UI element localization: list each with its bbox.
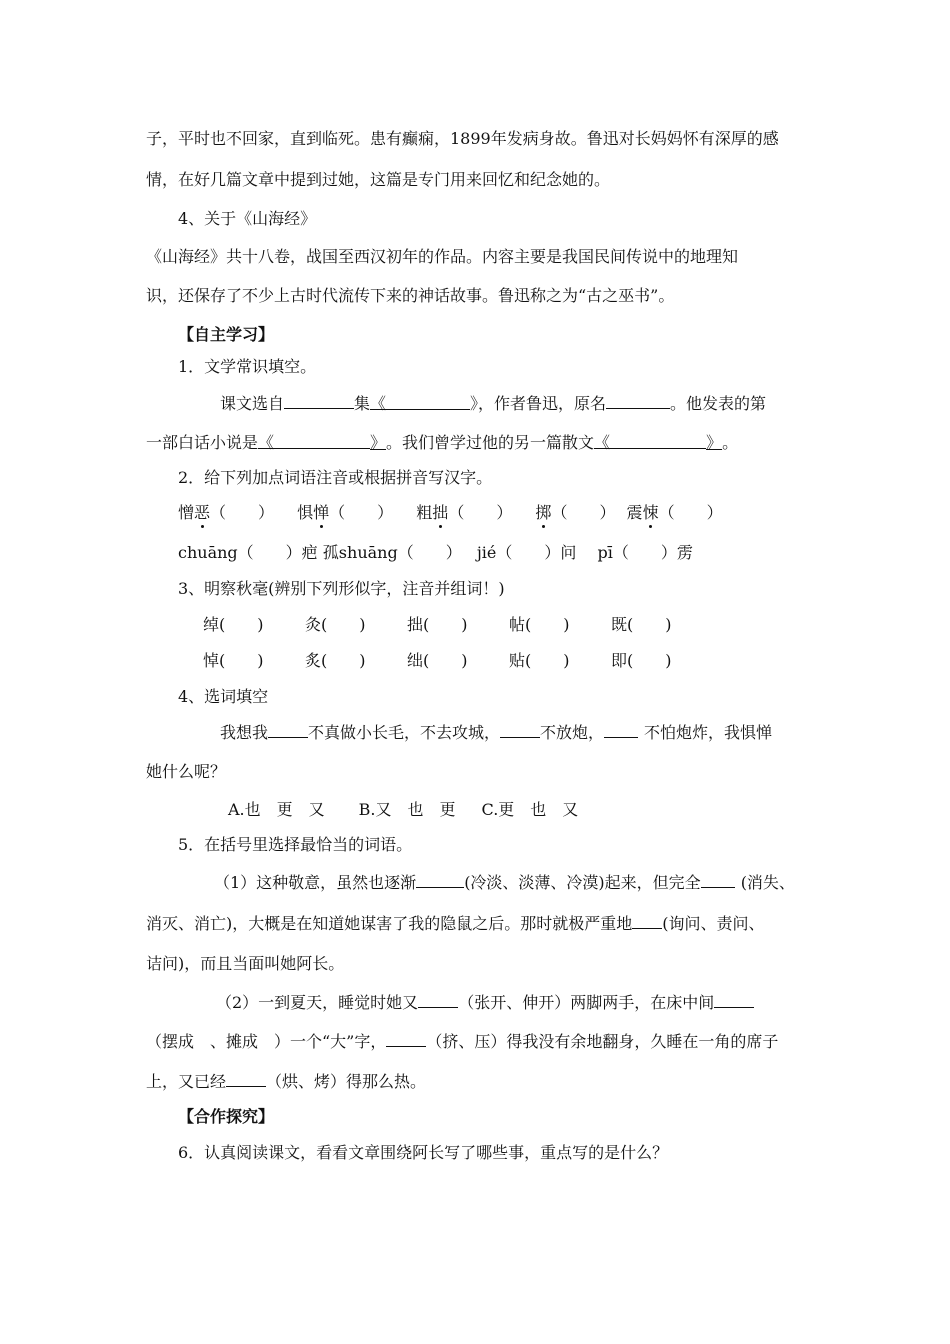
blank[interactable] xyxy=(226,1070,266,1087)
blank-book-title[interactable]: 《 xyxy=(370,393,470,410)
blank[interactable] xyxy=(714,991,754,1008)
question-4-line-1: 我想我 不真做小长毛，不去攻城， 不放炮， 不怕炮炸，我惧惮 xyxy=(220,723,773,742)
paragraph-line: 识，还保存了不少上古时代流传下来的神话故事。鲁迅称之为“古之巫书”。 xyxy=(146,286,675,305)
question-4-line-2: 她什么呢？ xyxy=(146,762,227,781)
blank[interactable] xyxy=(386,1030,426,1047)
question-5-title: 5．在括号里选择最恰当的词语。 xyxy=(178,835,413,854)
coop-heading: 【合作探究】 xyxy=(178,1107,275,1126)
blank-essay[interactable]: 《 xyxy=(594,432,706,449)
paragraph-line: 子，平时也不回家，直到临死。患有癫痫，1899年发病身故。鲁迅对长妈妈怀有深厚的感 xyxy=(146,129,779,148)
question-4-title: 4、选词填空 xyxy=(178,687,269,706)
paragraph-line: 《山海经》共十八卷，战国至西汉初年的作品。内容主要是我国民间传说中的地理知 xyxy=(146,247,739,266)
question-2-row-2: chuāng（ ）疤 孤shuāng（ ） jié（ ）问 pī（ ）雳 xyxy=(178,543,693,562)
blank[interactable] xyxy=(416,871,464,888)
question-4-options xyxy=(228,799,578,821)
option-b[interactable]: B.又 也 更 xyxy=(358,800,456,819)
option-a[interactable]: A.也 更 又 xyxy=(228,800,325,819)
question-2-title: 2．给下列加点词语注音或根据拼音写汉字。 xyxy=(178,468,493,487)
question-5-line-1: （1）这种敬意，虽然也逐渐 (冷淡、淡薄、冷漠)起来，但完全 (消失、 xyxy=(214,873,795,892)
question-5-line-2: 消灭、消亡)，大概是在知道她谋害了我的隐鼠之后。那时就极严重地 (询问、责问、 xyxy=(146,914,765,933)
question-3-row-2: 悼( ) 炙( ) 绌( ) 贴( ) 即( ) xyxy=(203,651,672,670)
blank[interactable] xyxy=(268,721,308,738)
question-3-title: 3、明察秋毫(辨别下列形似字，注音并组词！) xyxy=(178,579,505,598)
question-1-line-2: 一部白话小说是《 》。我们曾学过他的另一篇散文《 》。 xyxy=(146,433,739,452)
blank[interactable] xyxy=(632,912,662,929)
blank[interactable] xyxy=(500,721,540,738)
question-2-row-1: 憎恶（ ） 惧惮（ ） 粗拙（ ） 掷（ ） 震悚（ ） xyxy=(178,503,723,522)
self-study-heading: 【自主学习】 xyxy=(178,325,275,344)
question-1-title: 1．文学常识填空。 xyxy=(178,357,317,376)
question-5-line-3: 诘问)，而且当面叫她阿长。 xyxy=(146,954,345,973)
blank[interactable] xyxy=(418,991,458,1008)
paragraph-line: 情，在好几篇文章中提到过她，这篇是专门用来回忆和纪念她的。 xyxy=(146,170,611,189)
question-5-line-4: （2）一到夏天，睡觉时她又 （张开、伸开）两脚两手，在床中间 xyxy=(216,991,754,1014)
question-1-line-1: 课文选自 集《 》，作者鲁迅，原名 。他发表的第 xyxy=(220,394,767,413)
section-heading: 4、关于《山海经》 xyxy=(178,209,317,228)
question-6-title: 6．认真阅读课文，看看文章围绕阿长写了哪些事，重点写的是什么？ xyxy=(178,1143,669,1162)
blank[interactable] xyxy=(604,721,638,738)
option-c[interactable]: C.更 也 又 xyxy=(481,800,579,819)
question-3-row-1: 绰( ) 灸( ) 拙( ) 帖( ) 既( ) xyxy=(203,615,672,634)
blank-novel[interactable]: 《 xyxy=(258,432,370,449)
question-5-line-5: （摆成 、摊成 ）一个“大”字， （挤、压）得我没有余地翻身，久睡在一角的席子 xyxy=(146,1032,779,1051)
blank[interactable] xyxy=(606,392,670,409)
blank[interactable] xyxy=(284,392,354,409)
blank[interactable] xyxy=(701,871,735,888)
question-5-line-6: 上，又已经 （烘、烤）得那么热。 xyxy=(146,1072,427,1091)
